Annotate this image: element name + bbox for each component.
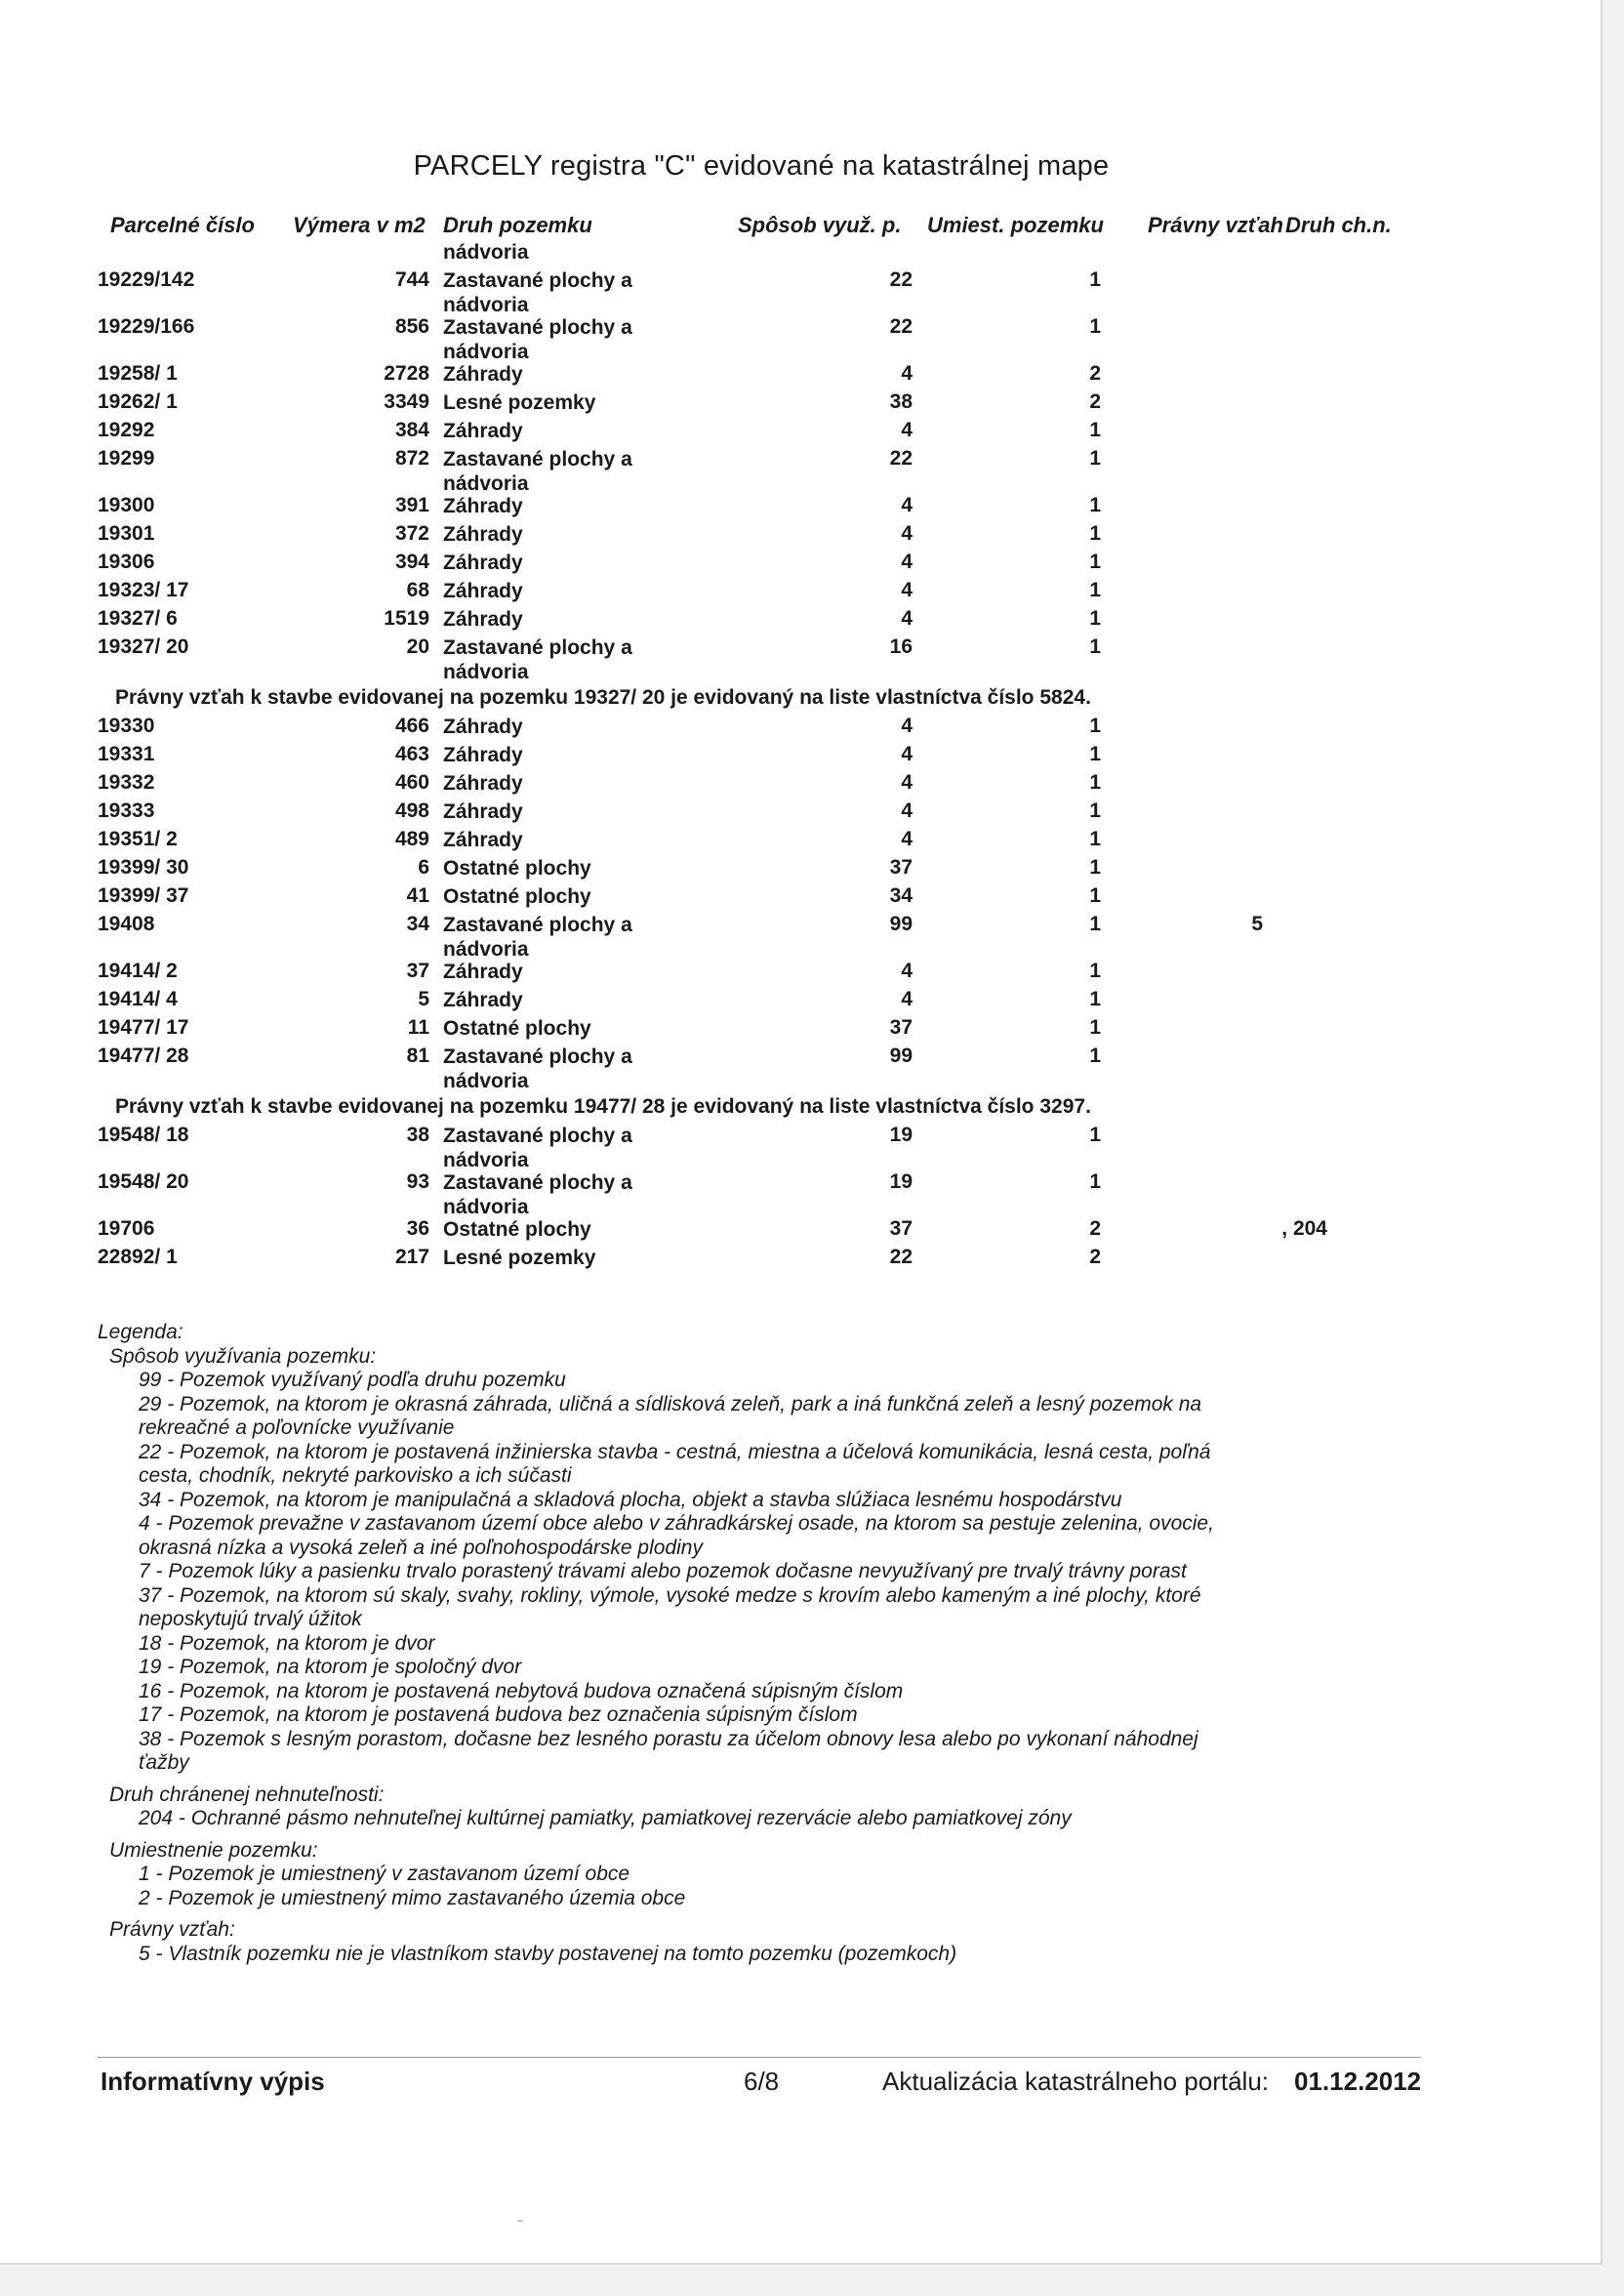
table-row bbox=[0, 958, 1601, 986]
cell-parcel-number: 19330 bbox=[98, 715, 155, 737]
lead-continuation-row bbox=[0, 238, 1601, 266]
cell-usage-code: 19 bbox=[889, 1170, 913, 1193]
cell-location-code: 1 bbox=[1089, 551, 1101, 573]
cell-parcel-number: 19408 bbox=[98, 913, 155, 935]
cell-usage-code: 22 bbox=[889, 447, 913, 470]
legal-note-row bbox=[0, 1089, 1601, 1122]
cell-parcel-number: 19332 bbox=[98, 771, 155, 794]
portal-update-label: Aktualizácia katastrálneho portálu: bbox=[882, 2067, 1270, 2096]
header-area: Výmera v m2 bbox=[293, 213, 426, 237]
cell-type bbox=[443, 494, 523, 518]
cell-type bbox=[443, 362, 523, 387]
cell-location-code: 1 bbox=[1089, 315, 1101, 338]
header-sposob: Spôsob využ. p. bbox=[738, 213, 902, 237]
table-row bbox=[0, 1043, 1601, 1092]
cell-type bbox=[443, 1016, 591, 1041]
cell-parcel-number: 19229/166 bbox=[98, 315, 195, 338]
cell-type bbox=[443, 988, 523, 1012]
cell-area: 2728 bbox=[384, 362, 429, 385]
cell-type-line: Zastavané plochy a bbox=[443, 269, 632, 292]
cell-type bbox=[443, 551, 523, 575]
cell-parcel-number: 19331 bbox=[98, 743, 155, 765]
cell-usage-code: 4 bbox=[901, 494, 913, 516]
cell-area: 394 bbox=[394, 551, 429, 573]
legend-item: okrasná nízka a vysoká zeleň a iné poľnohospodárske plodiny bbox=[139, 1536, 703, 1559]
table-row bbox=[0, 1215, 1601, 1244]
cell-type-line: Záhrady bbox=[443, 829, 523, 851]
cell-type-continuation: nádvoria bbox=[443, 661, 529, 683]
table-row bbox=[0, 577, 1601, 605]
cell-parcel-number: 19258/ 1 bbox=[98, 362, 178, 385]
cell-parcel-number: 19229/142 bbox=[98, 268, 195, 291]
legend-item: ťažby bbox=[139, 1751, 189, 1774]
cell-parcel-number: 19299 bbox=[98, 447, 155, 470]
cell-location-code: 1 bbox=[1089, 268, 1101, 291]
cell-usage-code: 22 bbox=[889, 315, 913, 338]
cell-usage-code: 34 bbox=[889, 884, 913, 907]
table-row bbox=[0, 1014, 1601, 1043]
cell-usage-code: 19 bbox=[889, 1124, 913, 1146]
cell-parcel-number: 19351/ 2 bbox=[98, 828, 178, 850]
cell-parcel-number: 19306 bbox=[98, 551, 155, 573]
legend-spacer bbox=[98, 1831, 1366, 1839]
cell-legal-relation: 5 bbox=[1251, 913, 1263, 935]
cell-usage-code: 4 bbox=[901, 771, 913, 794]
cell-parcel-number: 22892/ 1 bbox=[98, 1246, 178, 1268]
scan-speck bbox=[517, 2220, 523, 2222]
cell-type-line: Ostatné plochy bbox=[443, 1017, 591, 1040]
cell-type-line: Zastavané plochy a bbox=[443, 448, 632, 471]
cell-type-line: Zastavané plochy a bbox=[443, 1171, 632, 1194]
legend-item: 7 - Pozemok lúky a pasienku trvalo porastený trávami alebo pozemok dočasne nevyužívaný pre trvalý trávny porast bbox=[139, 1560, 1187, 1582]
cell-area: 391 bbox=[394, 494, 429, 516]
cell-type-line: Záhrady bbox=[443, 580, 523, 602]
cell-type-line: Ostatné plochy bbox=[443, 885, 591, 908]
cell-area: 20 bbox=[406, 636, 429, 658]
table-row bbox=[0, 1168, 1601, 1218]
cell-location-code: 1 bbox=[1089, 494, 1101, 516]
cell-area: 1519 bbox=[384, 607, 429, 630]
cell-type-line: Záhrady bbox=[443, 420, 523, 442]
cell-type bbox=[443, 1246, 595, 1270]
cell-type-line: Lesné pozemky bbox=[443, 391, 596, 414]
cell-area: 5 bbox=[418, 988, 429, 1010]
cell-area: 372 bbox=[394, 522, 429, 545]
cell-type bbox=[443, 268, 632, 317]
cell-type-line: Záhrady bbox=[443, 744, 523, 766]
cell-usage-code: 4 bbox=[901, 828, 913, 850]
legend-item: 29 - Pozemok, na ktorom je okrasná záhrada, uličná a sídlisková zeleň, park a iná funkčná zeleň a lesný pozemok na bbox=[139, 1392, 1202, 1415]
cell-type bbox=[443, 1124, 632, 1172]
cell-type-continuation: nádvoria bbox=[443, 1196, 529, 1218]
header-parcel: Parcelné číslo bbox=[110, 213, 255, 237]
footer-divider bbox=[98, 2057, 1421, 2058]
cell-parcel-number: 19477/ 28 bbox=[98, 1045, 189, 1067]
cell-usage-code: 4 bbox=[901, 607, 913, 630]
legend-section-title: Druh chránenej nehnuteľnosti: bbox=[109, 1783, 385, 1806]
cell-usage-code: 16 bbox=[889, 636, 913, 658]
cell-usage-code: 4 bbox=[901, 362, 913, 385]
cell-type bbox=[443, 607, 523, 632]
cell-type-continuation: nádvoria bbox=[443, 472, 529, 495]
cell-usage-code: 4 bbox=[901, 743, 913, 765]
cell-type bbox=[443, 447, 632, 496]
legend-item: 2 - Pozemok je umiestnený mimo zastavaného územia obce bbox=[139, 1886, 686, 1909]
cell-type bbox=[443, 884, 591, 909]
cell-usage-code: 37 bbox=[889, 856, 913, 879]
cell-location-code: 1 bbox=[1089, 579, 1101, 601]
legend-item: 4 - Pozemok prevažne v zastavanom území obce alebo v záhradkárskej osade, na ktorom sa pestuje zelenina, ovocie, bbox=[139, 1512, 1214, 1535]
cell-location-code: 2 bbox=[1089, 362, 1101, 385]
cell-usage-code: 99 bbox=[889, 1045, 913, 1067]
cell-type: nádvoria bbox=[443, 241, 529, 264]
legend-item: 5 - Vlastník pozemku nie je vlastníkom stavby postavenej na tomto pozemku (pozemkoch) bbox=[139, 1942, 957, 1965]
table-row bbox=[0, 520, 1601, 549]
page-title: PARCELY registra "C" evidované na katastrálnej mape bbox=[413, 150, 1110, 182]
legend-item: 17 - Pozemok, na ktorom je postavená budova bez označenia súpisným číslom bbox=[139, 1703, 858, 1726]
cell-area: 93 bbox=[406, 1170, 429, 1193]
legal-note-row bbox=[0, 680, 1601, 713]
cell-type-line: Záhrady bbox=[443, 495, 523, 517]
cell-parcel-number: 19399/ 37 bbox=[98, 884, 189, 907]
cell-usage-code: 37 bbox=[889, 1217, 913, 1240]
cell-usage-code: 22 bbox=[889, 268, 913, 291]
cell-type bbox=[443, 828, 523, 852]
cell-area: 217 bbox=[394, 1246, 429, 1268]
cell-parcel-number: 19301 bbox=[98, 522, 155, 545]
cell-type-line: Zastavané plochy a bbox=[443, 1125, 632, 1147]
cell-area: 38 bbox=[406, 1124, 429, 1146]
table-row bbox=[0, 741, 1601, 769]
cell-location-code: 2 bbox=[1089, 1217, 1101, 1240]
table-row bbox=[0, 986, 1601, 1014]
cell-parcel-number: 19323/ 17 bbox=[98, 579, 189, 601]
footer-label: Informatívny výpis bbox=[101, 2067, 325, 2096]
cell-area: 744 bbox=[394, 268, 429, 291]
table-row bbox=[0, 713, 1601, 741]
cell-type-line: Záhrady bbox=[443, 989, 523, 1011]
legend-section-title: Spôsob využívania pozemku: bbox=[109, 1344, 377, 1368]
cell-parcel-number: 19414/ 4 bbox=[98, 988, 178, 1010]
cell-usage-code: 4 bbox=[901, 551, 913, 573]
legend-item: 204 - Ochranné pásmo nehnuteľnej kultúrnej pamiatky, pamiatkovej rezervácie alebo pamiatkovej zóny bbox=[139, 1807, 1072, 1829]
legend-item: neposkytujú trvalý úžitok bbox=[139, 1608, 362, 1630]
cell-location-code: 1 bbox=[1089, 800, 1101, 822]
header-type: Druh pozemku bbox=[443, 213, 592, 237]
cell-location-code: 2 bbox=[1089, 1246, 1101, 1268]
cell-location-code: 1 bbox=[1089, 988, 1101, 1010]
legend-item: 18 - Pozemok, na ktorom je dvor bbox=[139, 1631, 435, 1655]
portal-update-date: 01.12.2012 bbox=[1294, 2067, 1422, 2096]
legend-heading: Legenda: bbox=[98, 1321, 183, 1343]
cell-location-code: 1 bbox=[1089, 856, 1101, 879]
cell-type bbox=[443, 1045, 632, 1093]
cell-usage-code: 37 bbox=[889, 1016, 913, 1039]
cell-parcel-number: 19414/ 2 bbox=[98, 960, 178, 982]
cell-area: 41 bbox=[406, 884, 429, 907]
header-umiest: Umiest. pozemku bbox=[927, 213, 1104, 237]
cell-location-code: 1 bbox=[1089, 522, 1101, 545]
cell-usage-code: 99 bbox=[889, 913, 913, 935]
cell-type-line: Zastavané plochy a bbox=[443, 316, 632, 339]
cell-location-code: 2 bbox=[1089, 390, 1101, 413]
cell-usage-code: 4 bbox=[901, 800, 913, 822]
cell-type-continuation: nádvoria bbox=[443, 938, 529, 961]
cell-location-code: 1 bbox=[1089, 884, 1101, 907]
cell-parcel-number: 19300 bbox=[98, 494, 155, 516]
cell-type-line: Záhrady bbox=[443, 363, 523, 386]
cell-type bbox=[443, 715, 523, 739]
cell-area: 11 bbox=[407, 1016, 429, 1039]
cell-area: 37 bbox=[406, 960, 429, 982]
cell-type-line: Zastavané plochy a bbox=[443, 1046, 632, 1068]
cell-type bbox=[443, 522, 523, 547]
table-row bbox=[0, 826, 1601, 854]
cell-area: 466 bbox=[394, 715, 429, 737]
cell-type bbox=[443, 315, 632, 364]
cell-type-line: Záhrady bbox=[443, 552, 523, 574]
cell-type-continuation: nádvoria bbox=[443, 341, 529, 363]
cell-usage-code: 38 bbox=[889, 390, 913, 413]
legend-item: cesta, chodník, nekryté parkovisko a ich súčasti bbox=[139, 1464, 572, 1487]
table-row bbox=[0, 360, 1601, 389]
cell-type bbox=[443, 913, 632, 962]
cell-location-code: 1 bbox=[1089, 1170, 1101, 1193]
cell-usage-code: 4 bbox=[901, 522, 913, 545]
cell-area: 489 bbox=[394, 828, 429, 850]
table-row bbox=[0, 1122, 1601, 1171]
cell-area: 36 bbox=[406, 1217, 429, 1240]
cell-area: 384 bbox=[394, 419, 429, 441]
page-number: 6/8 bbox=[744, 2067, 780, 2096]
cell-usage-code: 4 bbox=[901, 419, 913, 441]
table-row bbox=[0, 492, 1601, 520]
legend-item: 22 - Pozemok, na ktorom je postavená inžinierska stavba - cestná, miestna a účelová komunikácia, lesná cesta, poľná bbox=[139, 1440, 1211, 1463]
legend-item: 38 - Pozemok s lesným porastom, dočasne bez lesného porastu za účelom obnovy lesa alebo po vykonaní náhodnej bbox=[139, 1727, 1198, 1750]
legend-item: 16 - Pozemok, na ktorom je postavená nebytová budova označená súpisným číslom bbox=[139, 1679, 904, 1702]
table-row bbox=[0, 549, 1601, 577]
legend-item: 99 - Pozemok využívaný podľa druhu pozemku bbox=[139, 1369, 566, 1391]
cell-area: 872 bbox=[394, 447, 429, 470]
legend-item: 19 - Pozemok, na ktorom je spoločný dvor bbox=[139, 1656, 522, 1678]
cell-type-line: Ostatné plochy bbox=[443, 857, 591, 880]
header-druh: Druh ch.n. bbox=[1285, 213, 1392, 237]
cell-area: 68 bbox=[406, 579, 429, 601]
cell-location-code: 1 bbox=[1089, 447, 1101, 470]
cell-usage-code: 4 bbox=[901, 988, 913, 1010]
table-row bbox=[0, 389, 1601, 417]
header-pravny: Právny vzťah bbox=[1148, 213, 1283, 237]
table-row bbox=[0, 605, 1601, 634]
cell-area: 6 bbox=[418, 856, 429, 879]
legend-spacer bbox=[98, 1776, 1366, 1784]
cell-type-line: Záhrady bbox=[443, 772, 523, 795]
cell-type-continuation: nádvoria bbox=[443, 1070, 529, 1092]
cell-type bbox=[443, 800, 523, 824]
cell-area: 463 bbox=[394, 743, 429, 765]
cell-location-code: 1 bbox=[1089, 1016, 1101, 1039]
cell-location-code: 1 bbox=[1089, 636, 1101, 658]
cell-area: 3349 bbox=[384, 390, 429, 413]
cell-usage-code: 22 bbox=[889, 1246, 913, 1268]
cell-type bbox=[443, 636, 632, 684]
cell-type-line: Lesné pozemky bbox=[443, 1247, 596, 1269]
cell-usage-code: 4 bbox=[901, 960, 913, 982]
cell-type bbox=[443, 390, 595, 415]
cell-type-line: Zastavané plochy a bbox=[443, 914, 632, 936]
cell-parcel-number: 19327/ 20 bbox=[98, 636, 189, 658]
cell-type bbox=[443, 419, 523, 443]
cell-type-line: Záhrady bbox=[443, 961, 523, 983]
cell-parcel-number: 19399/ 30 bbox=[98, 856, 189, 879]
cell-type-line: Záhrady bbox=[443, 608, 523, 631]
cell-type bbox=[443, 960, 523, 984]
cell-parcel-number: 19706 bbox=[98, 1217, 155, 1240]
cell-type bbox=[443, 856, 591, 881]
cell-location-code: 1 bbox=[1089, 607, 1101, 630]
cell-parcel-number: 19333 bbox=[98, 800, 155, 822]
legend-item: 37 - Pozemok, na ktorom sú skaly, svahy, rokliny, výmole, vysoké medze s krovím alebo kameným a iné plochy, ktoré bbox=[139, 1583, 1201, 1607]
cell-parcel-number: 19477/ 17 bbox=[98, 1016, 189, 1039]
table-row bbox=[0, 798, 1601, 826]
cell-type bbox=[443, 579, 523, 603]
table-row bbox=[0, 882, 1601, 911]
cell-location-code: 1 bbox=[1089, 1045, 1101, 1067]
cell-type bbox=[443, 771, 523, 796]
cell-type-line: Záhrady bbox=[443, 800, 523, 823]
cell-parcel-number: 19262/ 1 bbox=[98, 390, 178, 413]
cell-type-line: Záhrady bbox=[443, 523, 523, 546]
parcel-table bbox=[0, 238, 1601, 1272]
table-row bbox=[0, 417, 1601, 445]
table-row bbox=[0, 445, 1601, 495]
legal-note: Právny vzťah k stavbe evidovanej na pozemku 19327/ 20 je evidovaný na liste vlastníctva číslo 5824. bbox=[115, 686, 1091, 709]
legend-item: 1 - Pozemok je umiestnený v zastavanom území obce bbox=[139, 1863, 630, 1885]
cell-usage-code: 4 bbox=[901, 715, 913, 737]
cell-type-line: Záhrady bbox=[443, 716, 523, 738]
cell-area: 460 bbox=[394, 771, 429, 794]
legend-spacer bbox=[98, 1910, 1366, 1918]
cell-area: 34 bbox=[406, 913, 429, 935]
cell-location-code: 1 bbox=[1089, 715, 1101, 737]
cell-type-continuation: nádvoria bbox=[443, 1149, 529, 1171]
table-row bbox=[0, 266, 1601, 316]
legal-note: Právny vzťah k stavbe evidovanej na pozemku 19477/ 28 je evidovaný na liste vlastníctva číslo 3297. bbox=[115, 1095, 1091, 1118]
cell-parcel-number: 19548/ 20 bbox=[98, 1170, 189, 1193]
table-row bbox=[0, 313, 1601, 363]
cell-type-line: Zastavané plochy a bbox=[443, 636, 632, 659]
cell-type bbox=[443, 743, 523, 767]
legend-item: rekreačné a poľovnícke využívanie bbox=[139, 1416, 455, 1439]
cell-type-continuation: nádvoria bbox=[443, 294, 529, 316]
cell-type-line: Ostatné plochy bbox=[443, 1218, 591, 1241]
cell-location-code: 1 bbox=[1089, 1124, 1101, 1146]
table-row bbox=[0, 911, 1601, 961]
cell-parcel-number: 19548/ 18 bbox=[98, 1124, 189, 1146]
cell-usage-code: 4 bbox=[901, 579, 913, 601]
cell-type bbox=[443, 1170, 632, 1219]
legend-item: 34 - Pozemok, na ktorom je manipulačná a skladová plocha, objekt a stavba slúžiaca lesnému hospodárstvu bbox=[139, 1488, 1122, 1511]
cell-location-code: 1 bbox=[1089, 771, 1101, 794]
cell-area: 498 bbox=[394, 800, 429, 822]
cell-type bbox=[443, 1217, 591, 1242]
legend bbox=[98, 1321, 1366, 1966]
cell-location-code: 1 bbox=[1089, 913, 1101, 935]
cell-area: 81 bbox=[406, 1045, 429, 1067]
cell-location-code: 1 bbox=[1089, 419, 1101, 441]
cell-area: 856 bbox=[394, 315, 429, 338]
cell-location-code: 1 bbox=[1089, 828, 1101, 850]
table-row bbox=[0, 1244, 1601, 1272]
cell-parcel-number: 19292 bbox=[98, 419, 155, 441]
cell-parcel-number: 19327/ 6 bbox=[98, 607, 178, 630]
legend-section-title: Umiestnenie pozemku: bbox=[109, 1838, 318, 1862]
cell-location-code: 1 bbox=[1089, 960, 1101, 982]
cell-protection-type: , 204 bbox=[1281, 1217, 1327, 1240]
legend-section-title: Právny vzťah: bbox=[109, 1918, 235, 1941]
table-row bbox=[0, 634, 1601, 683]
table-row bbox=[0, 854, 1601, 882]
cell-location-code: 1 bbox=[1089, 743, 1101, 765]
table-row bbox=[0, 769, 1601, 798]
